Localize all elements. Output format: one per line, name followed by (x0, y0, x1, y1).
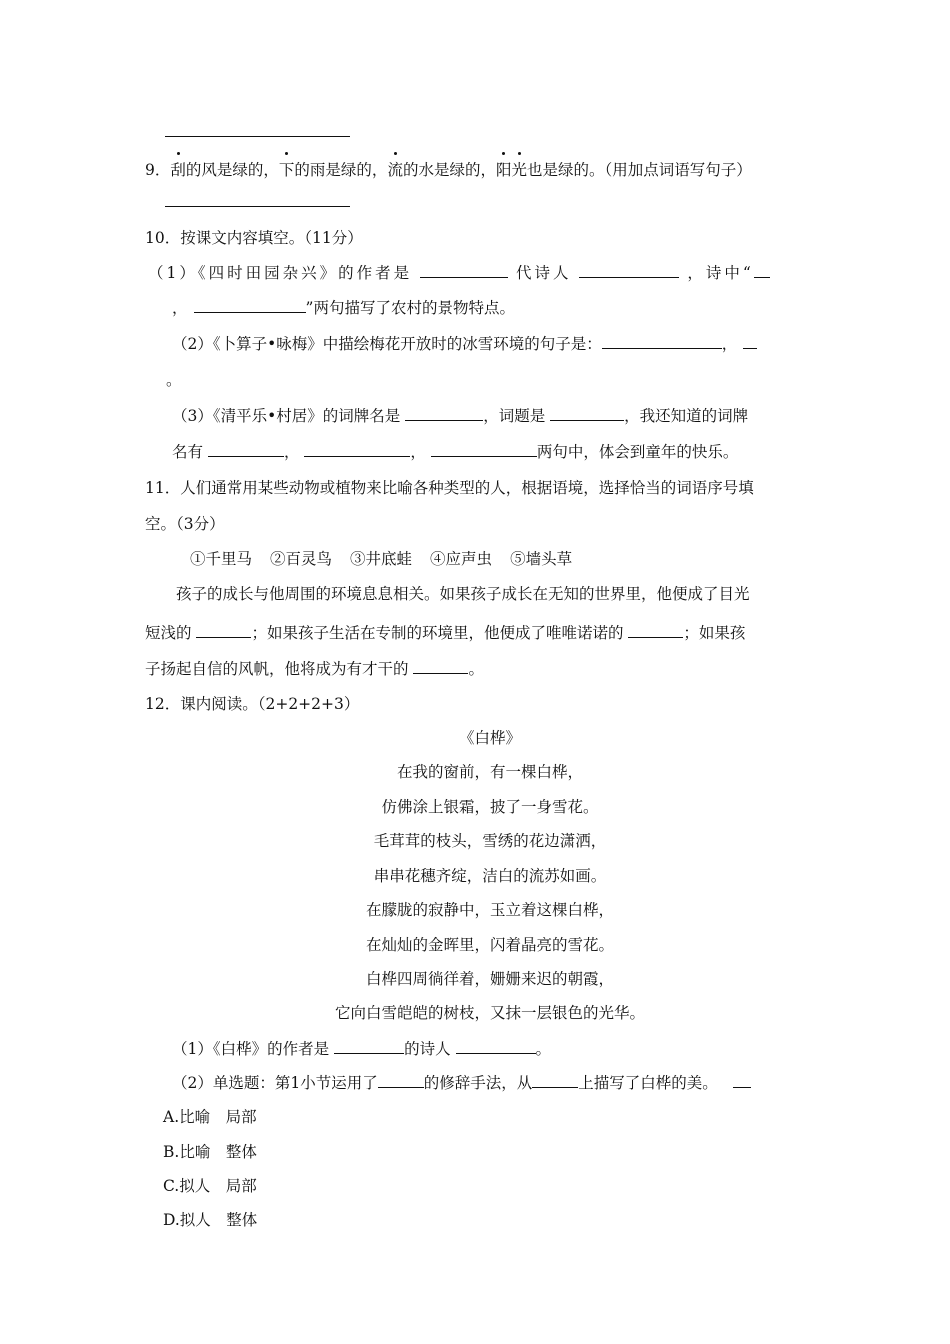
answer-line-9 (165, 206, 350, 207)
fill-blank[interactable] (602, 334, 722, 349)
q11-options (190, 547, 572, 569)
q10-part3-line2: 名有 ， ， 两句中，体会到童年的快乐。 (172, 443, 739, 461)
fill-blank[interactable] (628, 623, 683, 638)
fill-blank[interactable] (378, 1073, 424, 1088)
choice-c[interactable]: C.拟人 局部 (163, 1177, 257, 1195)
question-9: 9．刮的风是绿的，下的雨是绿的，流的水是绿的，阳光也是绿的。（用加点词语写句子） (145, 158, 752, 180)
poem-line: 在灿灿的金晖里，闪着晶亮的雪花。 (365, 936, 614, 954)
option-item: ①千里马 (190, 550, 253, 568)
poem-title: 《白桦》 (458, 729, 521, 747)
fill-blank[interactable] (579, 263, 679, 278)
fill-blank[interactable] (194, 298, 306, 313)
q11-text-1: 孩子的成长与他周围的环境息息相关。如果孩子成长在无知的世界里，他便成了目光 (176, 585, 750, 603)
poem-line: 它向白雪皑皑的树枝，又抹一层银色的光华。 (334, 1004, 645, 1022)
fill-blank[interactable] (304, 442, 410, 457)
option-item: ②百灵鸟 (270, 550, 333, 568)
answer-blank[interactable] (733, 1073, 751, 1088)
fill-blank[interactable] (420, 263, 508, 278)
option-item: ⑤墙头草 (510, 550, 573, 568)
q12-sub1: （1）《白桦》的作者是 的诗人 。 (172, 1040, 552, 1058)
poem-line: 串串花穗齐绽，洁白的流苏如画。 (373, 867, 607, 885)
fill-blank[interactable] (208, 442, 284, 457)
question-11-title-2: 空。（3分） (145, 515, 225, 533)
fill-blank[interactable] (532, 1073, 578, 1088)
q11-text-2: 短浅的 ；如果孩子生活在专制的环境里，他便成了唯唯诺诺的 ；如果孩 (145, 624, 746, 642)
fill-blank[interactable] (456, 1039, 536, 1054)
choice-b[interactable]: B.比喻 整体 (163, 1143, 257, 1161)
fill-blank[interactable] (334, 1039, 404, 1054)
poem-line: 仿佛涂上银霜，披了一身雪花。 (381, 798, 599, 816)
choice-d[interactable]: D.拟人 整体 (163, 1211, 258, 1229)
poem-line: 在我的窗前，有一棵白桦， (396, 763, 583, 781)
fill-blank[interactable] (196, 623, 251, 638)
dotted-char: 刮 (170, 158, 186, 180)
answer-line-8 (165, 136, 350, 137)
dotted-char: 下 (279, 158, 295, 180)
poem-line: 白桦四周徜徉着，姗姗来迟的朝霞， (365, 970, 614, 988)
poem-line: 毛茸茸的枝头，雪绣的花边潇洒， (373, 832, 607, 850)
option-item: ④应声虫 (430, 550, 493, 568)
fill-blank[interactable] (550, 406, 624, 421)
q10-part3-line1: （3）《清平乐•村居》的词牌名是 ，词题是 ，我还知道的词牌 (172, 407, 749, 425)
dotted-char: 光 (511, 158, 527, 180)
question-12-title: 12．课内阅读。（2+2+2+3） (145, 695, 360, 713)
dotted-char: 流 (387, 158, 403, 180)
question-11-title-1: 11．人们通常用某些动物或植物来比喻各种类型的人，根据语境，选择恰当的词语序号填 (145, 479, 754, 497)
q10-part1-line1: （1）《四时田园杂兴》的作者是 代诗人 ，诗中“ (148, 261, 770, 283)
poem-line: 在朦胧的寂静中，玉立着这棵白桦， (365, 901, 614, 919)
q10-part2: （2）《卜算子•咏梅》中描绘梅花开放时的冰雪环境的句子是： ， (172, 332, 757, 354)
q10-part1-line2: ， ”两句描写了农村的景物特点。 (172, 299, 515, 317)
q11-text-3: 子扬起自信的风帆，他将成为有才干的 。 (145, 660, 484, 678)
fill-blank[interactable] (754, 263, 770, 278)
fill-blank[interactable] (413, 659, 468, 674)
question-10-title: 10．按课文内容填空。（11分） (145, 229, 363, 247)
option-item: ③井底蛙 (350, 550, 413, 568)
fill-blank[interactable] (405, 406, 483, 421)
q10-part2-end: 。 (166, 371, 182, 389)
fill-blank[interactable] (431, 442, 537, 457)
q12-sub2: （2）单选题：第1小节运用了 的修辞手法，从 上描写了白桦的美。 (172, 1071, 751, 1093)
dotted-char: 阳 (496, 158, 512, 180)
fill-blank[interactable] (743, 334, 757, 349)
choice-a[interactable]: A.比喻 局部 (163, 1108, 257, 1126)
